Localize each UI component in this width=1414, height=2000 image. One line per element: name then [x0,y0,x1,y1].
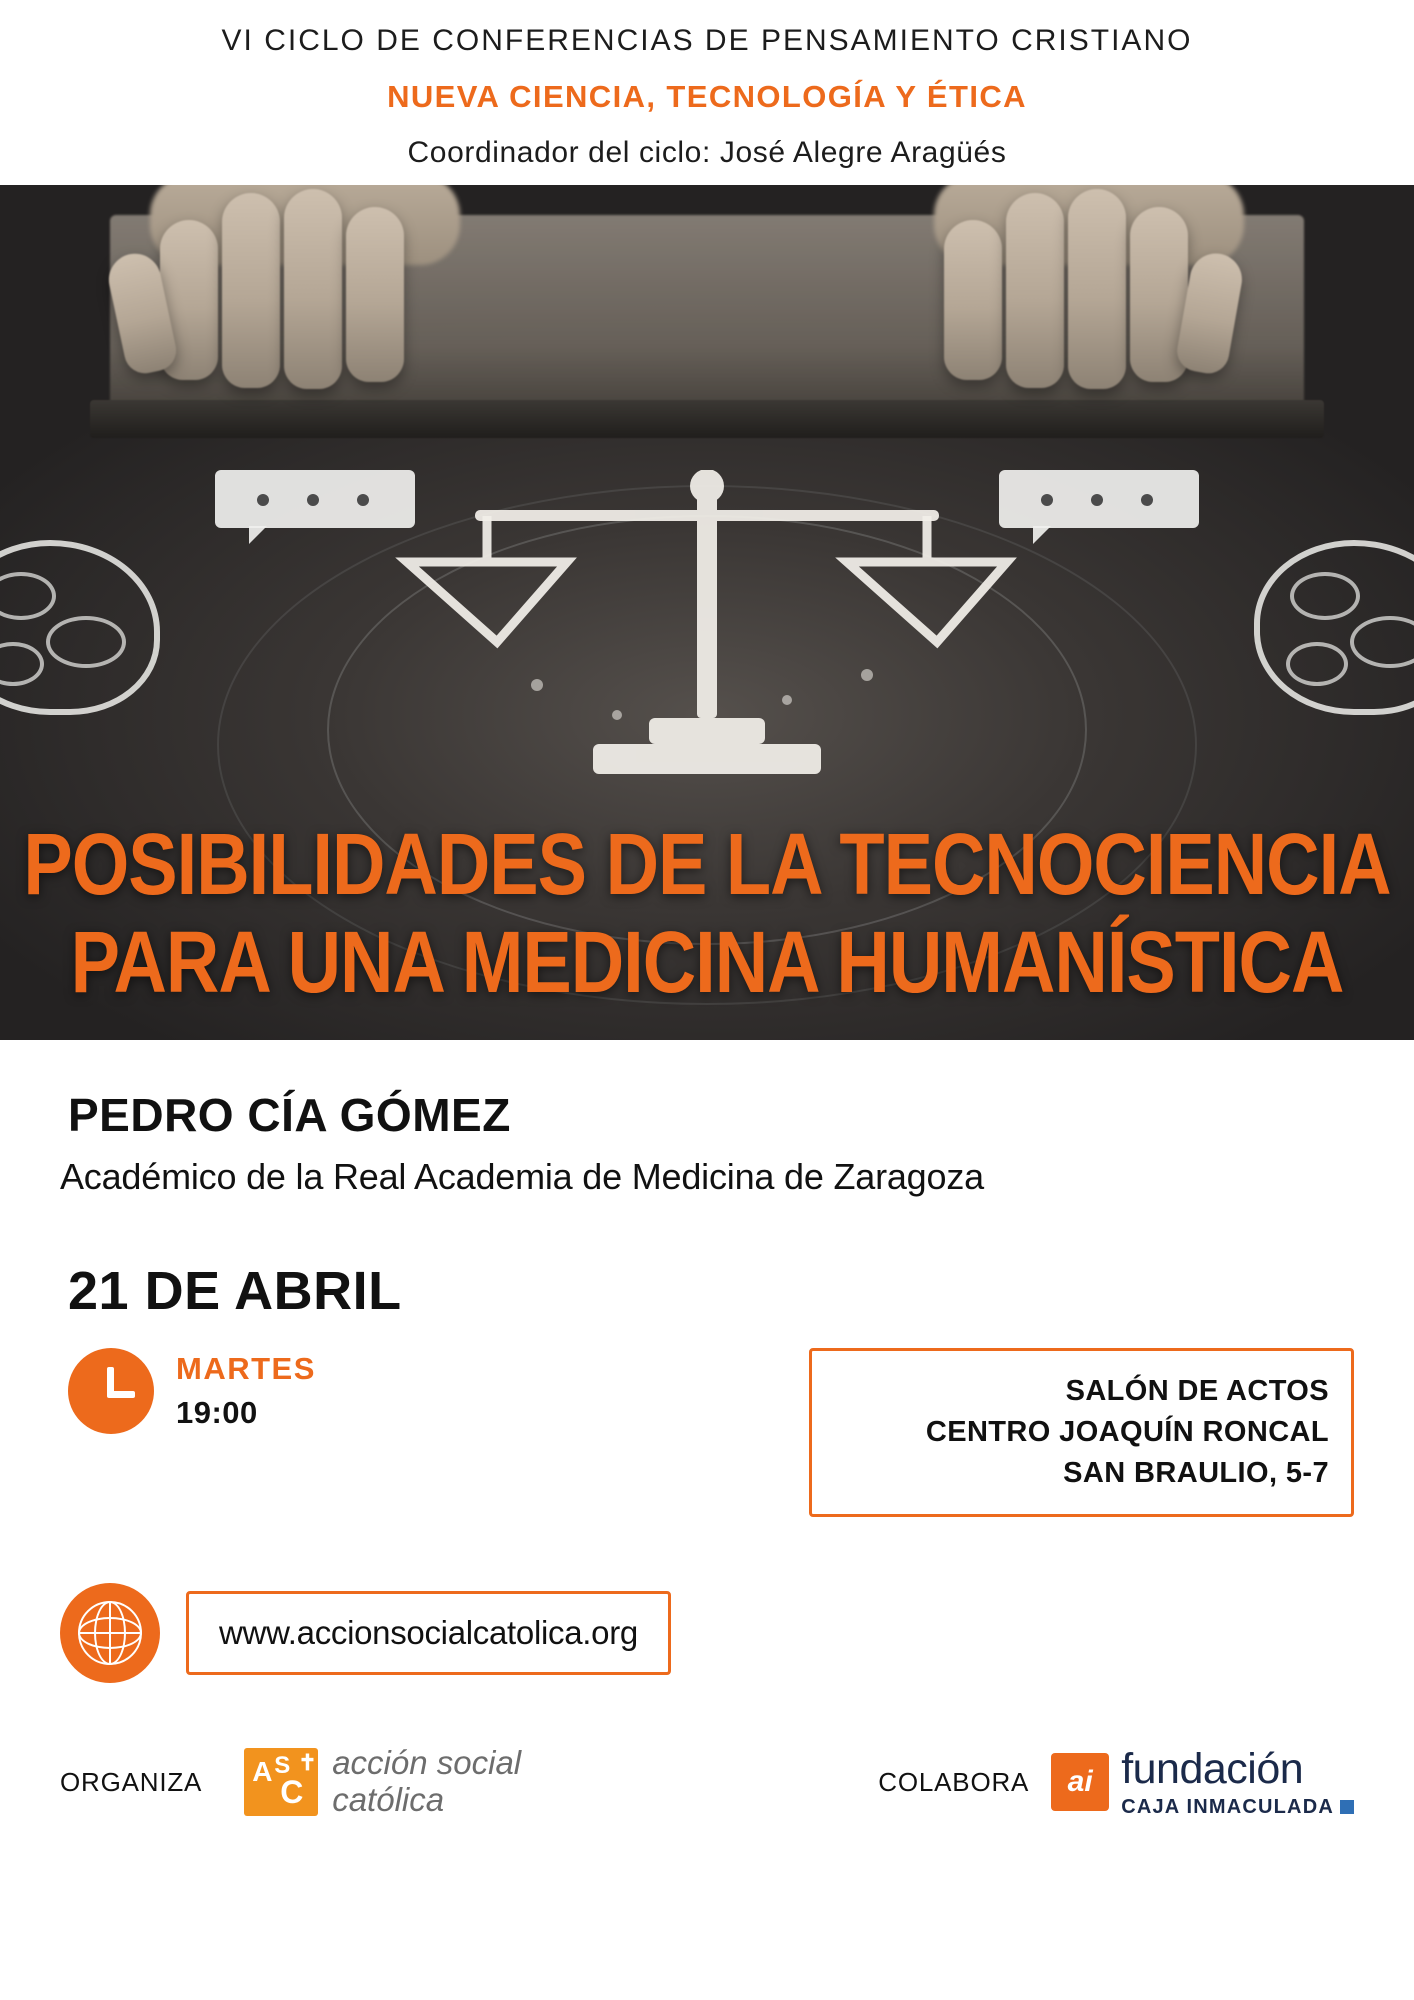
right-hand [934,185,1264,425]
poster-footer [0,1745,1414,1819]
organizer-name-line1: acción social [332,1744,522,1782]
time-block [60,1348,316,1434]
cross-icon: ✝ [298,1750,317,1776]
justice-scales-icon [387,470,1027,800]
blue-square-icon [1340,1800,1354,1814]
asc-mark-s: S [274,1752,291,1780]
cycle-subtitle: NUEVA CIENCIA, TECNOLOGÍA Y ÉTICA [387,78,1027,114]
time-text [176,1351,316,1431]
event-weekday: MARTES [176,1350,316,1386]
poster-title-line1: POSIBILIDADES DE LA TECNOCIENCIA [23,814,1391,913]
venue-line-1: SALÓN DE ACTOS [1065,1374,1329,1407]
colabora-label: COLABORA [878,1766,1030,1797]
speaker-role: Académico de la Real Academia de Medicina de Zaragoza [60,1155,984,1197]
date-block [0,1260,1414,1322]
chat-bubble-left-icon [215,470,415,528]
website-row [0,1583,1414,1683]
collaborator-name-line1: fundación [1121,1744,1304,1793]
organizer-logo [244,1745,521,1819]
cycle-title: VI CICLO DE CONFERENCIAS DE PENSAMIENTO CRISTIANO [221,24,1193,57]
collaborator-logo [1051,1744,1354,1818]
collaborator-name-line2-text: CAJA INMACULADA [1121,1795,1334,1818]
collaborator-name-line2 [1121,1797,1354,1817]
left-hand [150,185,480,425]
collaborator-name [1121,1744,1354,1818]
clock-icon [68,1348,154,1434]
poster-title-line2: PARA UNA MEDICINA HUMANÍSTICA [70,912,1344,1011]
venue-line-3: SAN BRAULIO, 5-7 [1063,1457,1329,1490]
globe-icon [60,1583,160,1683]
cai-logo-mark [1051,1753,1109,1811]
cycle-coordinator: Coordinador del ciclo: José Alegre Aragüés [407,135,1007,169]
organizer-name-line2: católica [332,1781,445,1819]
asc-mark-a: A [252,1756,273,1788]
venue-line-2: CENTRO JOAQUÍN RONCAL [925,1415,1329,1448]
venue-box [809,1348,1354,1518]
hero-image [0,185,1414,1040]
time-and-venue-row [0,1348,1414,1518]
poster-header [0,0,1414,185]
event-time: 19:00 [176,1394,258,1430]
website-box[interactable] [186,1591,671,1675]
speaker-name: PEDRO CÍA GÓMEZ [68,1088,511,1141]
asc-logo-mark [244,1748,318,1816]
event-date: 21 DE ABRIL [68,1260,402,1321]
cai-mark-glyph: ai [1067,1765,1093,1799]
speaker-block [0,1040,1414,1198]
poster-title [0,816,1414,1012]
organizer-name [332,1745,521,1819]
chat-bubble-right-icon [999,470,1199,528]
organiza-label: ORGANIZA [60,1766,203,1797]
asc-mark-c: C [280,1774,304,1811]
website-url[interactable]: www.accionsocialcatolica.org [219,1614,638,1652]
